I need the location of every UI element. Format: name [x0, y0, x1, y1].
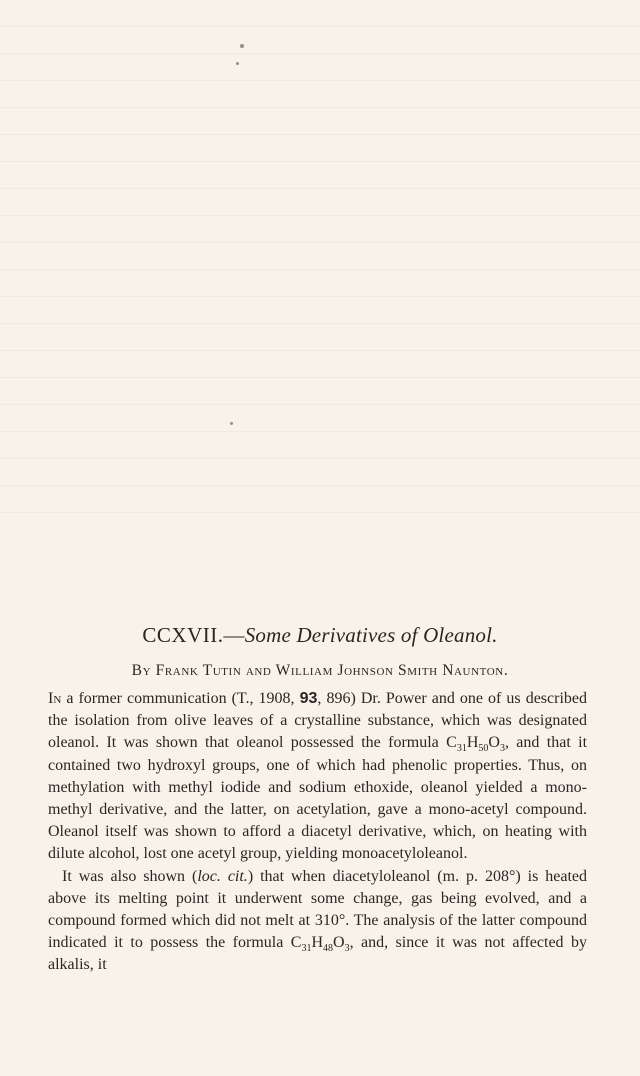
text-run: O	[488, 734, 500, 752]
text-run: , and, since it was not affected by alkalis, it	[48, 934, 587, 974]
volume-number: 93	[299, 690, 318, 707]
subscript: 31	[301, 943, 312, 955]
lead-word: In	[48, 690, 62, 707]
paragraph-1	[48, 688, 587, 866]
article-title-text: Some Derivatives of Oleanol.	[244, 623, 498, 647]
paper-speck	[236, 62, 239, 65]
paper-speck	[240, 44, 244, 48]
authors: Frank Tutin and William Johnson Smith Naunton.	[155, 662, 509, 679]
subscript: 50	[478, 743, 489, 755]
subscript: 3	[499, 743, 505, 755]
text-run: H	[311, 934, 323, 952]
byline	[0, 662, 640, 680]
article-title	[0, 623, 640, 648]
text-run: a former communication (T., 1908,	[61, 690, 300, 707]
title-dash: —	[223, 623, 245, 647]
byline-prefix: By	[131, 662, 152, 679]
text-run: , and that it contained two hydroxyl groups, one of which had phenolic properties. Thus, on methylation with methyl iodide and sodium ethoxide, oleanol yielded a mono-methyl derivative, and the latter, on acetylation, gave a mono-acetyl compound. Oleanol itself was shown to afford a diacetyl derivative, which, on heating with dilute alcohol, lost one acetyl group, yielding monoacetyloleanol.	[48, 734, 588, 863]
show-through-text	[0, 0, 640, 520]
text-run: , 896) Dr. Power and one of us described the isolation from olive leaves of a crystalline substance, which was designated oleanol. It was shown that oleanol possessed the formula C	[48, 690, 588, 752]
article-body	[48, 688, 587, 977]
text-run: H	[466, 734, 479, 752]
article-number: CCXVII.	[142, 623, 224, 647]
text-run: ) that when diacetyloleanol (m. p. 208°) is heated above its melting point it underwent some change, gas being evolved, and a compound formed which did not melt at 310°. The analysis of the latter compound indicated it to possess the formula C	[48, 867, 587, 952]
citation: loc. cit.	[197, 867, 248, 885]
paragraph-2	[48, 866, 587, 977]
subscript: 48	[323, 943, 333, 955]
subscript: 3	[344, 943, 350, 955]
text-run: It was also shown (	[62, 867, 198, 885]
text-run: O	[333, 934, 345, 952]
paper-speck	[230, 422, 233, 425]
subscript: 31	[456, 743, 467, 755]
